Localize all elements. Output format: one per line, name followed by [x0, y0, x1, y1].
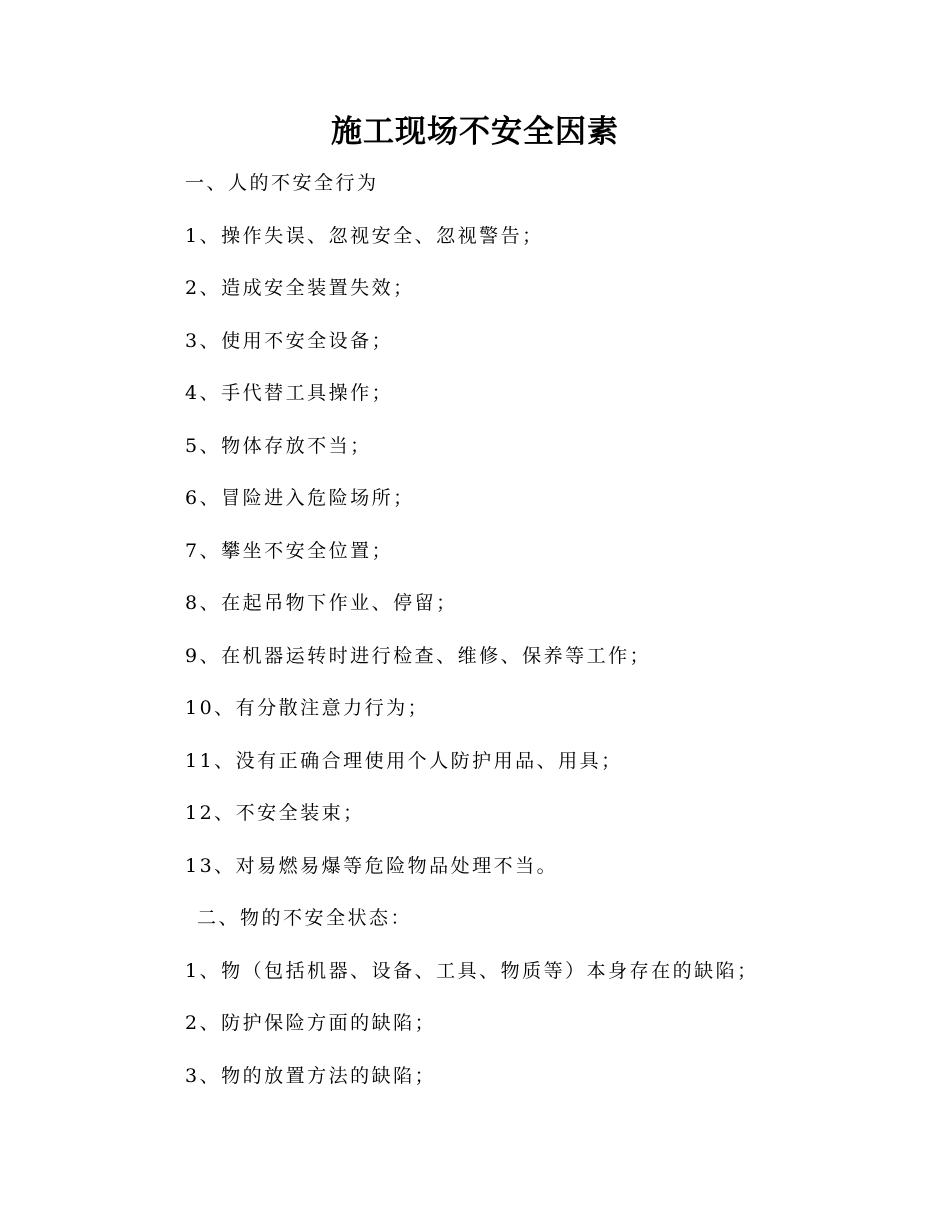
- document-title: 施工现场不安全因素: [331, 114, 619, 150]
- list-item: 5、物体存放不当；: [185, 434, 372, 457]
- list-item: 6、冒险进入危险场所；: [185, 487, 415, 509]
- list-item: 13、对易燃易爆等危险物品处理不当。: [185, 854, 559, 877]
- list-item: 10、有分散注意力行为；: [185, 697, 430, 719]
- list-item: 1、操作失误、忽视安全、忽视警告；: [185, 224, 544, 247]
- list-item: 1、物（包括机器、设备、工具、物质等）本身存在的缺陷；: [185, 959, 759, 982]
- list-item: 3、物的放置方法的缺陷；: [185, 1064, 437, 1087]
- section-heading-object-state: 二、物的不安全状态：: [197, 907, 413, 929]
- list-item: 3、使用不安全设备；: [185, 329, 394, 352]
- list-item: 9、在机器运转时进行检查、维修、保养等工作；: [185, 644, 652, 667]
- list-item: 4、手代替工具操作；: [185, 382, 394, 404]
- list-item: 2、防护保险方面的缺陷；: [185, 1012, 437, 1034]
- list-item: 7、攀坐不安全位置；: [185, 539, 394, 562]
- list-item: 12、不安全装束；: [185, 802, 365, 824]
- list-item: 11、没有正确合理使用个人防护用品、用具；: [185, 749, 623, 772]
- list-item: 8、在起吊物下作业、停留；: [185, 592, 458, 614]
- list-item: 2、造成安全装置失效；: [185, 277, 415, 299]
- section-heading-human-behavior: 一、人的不安全行为: [185, 172, 379, 194]
- document-body: [185, 166, 925, 1111]
